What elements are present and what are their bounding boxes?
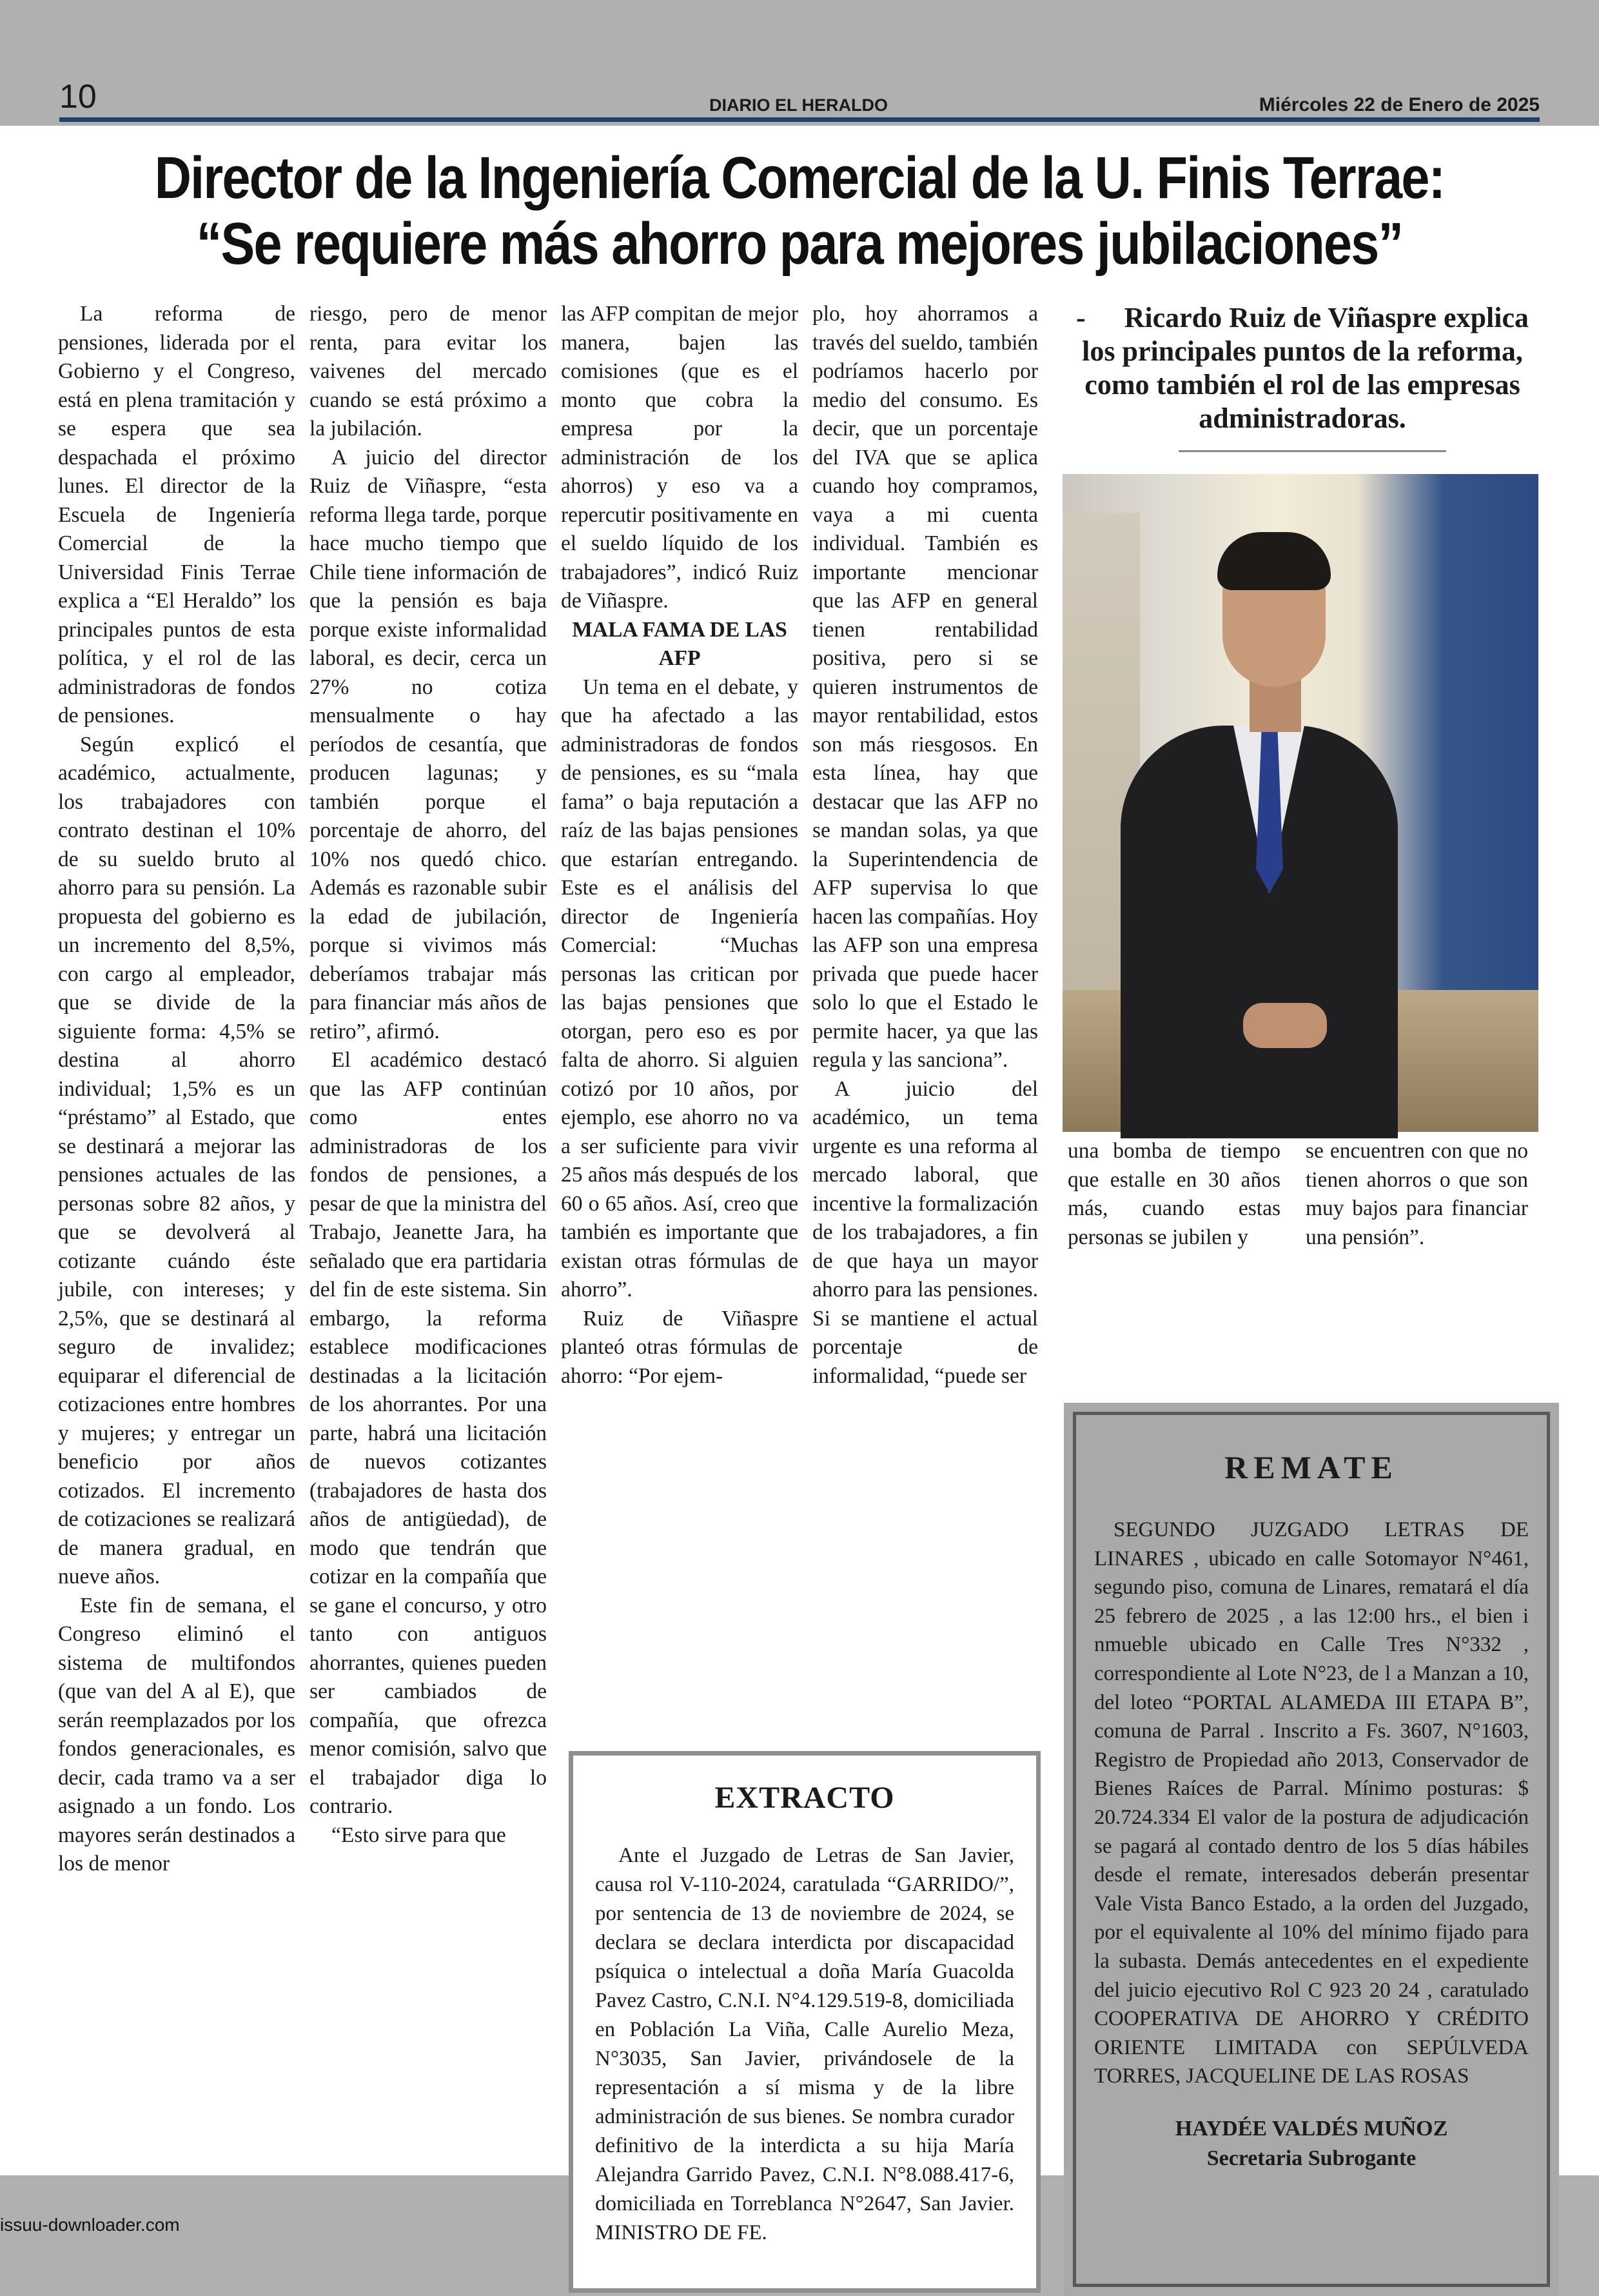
article-paragraph: Este fin de semana, el Congreso eliminó el sistema de multifondos (que van del A al E), que serán reemplazados por los fondos generacionales, es decir, cada tramo va a ser asignado a un fondo. Los mayores serán destinados a los de menor [58, 1593, 295, 1875]
pull-quote-text: Ricardo Ruiz de Viñaspre explica los principales puntos de la reforma, como también el rol de las empresas administradoras. [1082, 302, 1529, 434]
section-subhead: MALA FAMA DE LAS AFP [572, 617, 787, 670]
remate-signature-name: HAYDÉE VALDÉS MUÑOZ [1175, 2116, 1448, 2141]
article-continuation-2 [1306, 1137, 1528, 1252]
extracto-body: Ante el Juzgado de Letras de San Javier, causa rol V-110-2024, caratulada “GARRIDO/”, por sentencia de 13 de noviembre de 2024, se declara se declara interdicta por discapacidad psíquica o intelectual a doña María Guacolda Pavez Castro, C.N.I. N°4.129.519-8, domiciliada en Población La Viña, Calle Aurelio Meza, N°3035, San Javier, privándosele de la representación a sí misma y de la libre administración de sus bienes. Se nombra curador definitivo de la interdicta a su hija María Alejandra Garrido Pavez, C.N.I. N°8.088.417-6, domiciliada en Torreblanca N°2647, San Javier. MINISTRO DE FE. [595, 1844, 1014, 2244]
article-paragraph: A juicio del académico, un tema urgente es una reforma al mercado laboral, que incentive la formalización de los trabajadores, a fin de que haya un mayor ahorro para las pensiones. Si se mantiene el actual porcentaje de informalidad, “puede ser [812, 1076, 1038, 1388]
pull-quote [1064, 301, 1541, 435]
remate-signature [1094, 2114, 1529, 2173]
article-continuation-1 [1068, 1137, 1280, 1252]
watermark-link[interactable]: issuu-downloader.com [0, 2215, 180, 2235]
photo-hair [1217, 532, 1331, 590]
remate-body: SEGUNDO JUZGADO LETRAS DE LINARES , ubicado en calle Sotomayor N°461, segundo piso, comuna de Linares, rematará el día 25 febrero de 2025 , a las 12:00 hrs., el bien i nmueble ubicado en Calle Tres N°332 , correspondiente al Lote N°23, de l a Manzan a 10, del loteo “PORTAL ALAMEDA III ETAPA B”, comuna de Parral . Inscrito a Fs. 3607, N°1603, Registro de Propiedad año 2013, Conservador de Bienes Raíces de Parral. Mínimo posturas: $ 20.724.334 El valor de la postura de adjudicación se pagará al contado dentro de los 5 días hábiles desde el remate, interesados deberán presentar Vale Vista Banco Estado, a la orden del Juzgado, por el equivalente al 10% del mínimo fijado para la subasta. Demás antecedentes en el expediente del juicio ejecutivo Rol C 923 20 24 , caratulado COOPERATIVA DE AHORRO Y CRÉDITO ORIENTE LIMITADA con SEPÚLVEDA TORRES, JACQUELINE DE LAS ROSAS [1094, 1518, 1529, 2088]
article-paragraph: riesgo, pero de menor renta, para evitar los vaivenes del mercado cuando se está próximo a la jubilación. [309, 302, 547, 440]
article-paragraph: “Esto sirve para que [331, 1823, 506, 1847]
portrait-photo [1063, 474, 1538, 1132]
article-column-1 [58, 300, 295, 1879]
article-paragraph: plo, hoy ahorramos a través del sueldo, también podríamos hacerlo por medio del consumo. Es decir, que un porcentaje del IVA que se aplica cuando hoy compramos, vaya a mi cuenta individual. También es importante mencionar que las AFP en general tienen rentabilidad positiva, pero si se quieren instrumentos de mayor rentabilidad, estos son más riesgosos. En esta línea, hay que destacar que las AFP no se mandan solas, ya que la Superintendencia de AFP supervisa lo que hacen las compañías. Hoy las AFP son una empresa privada que puede hacer solo lo que el Estado le permite hacer, ya que las regula y las sanciona”. [812, 302, 1038, 1072]
remate-notice-frame [1073, 1412, 1550, 2287]
issue-date: Miércoles 22 de Enero de 2025 [1259, 94, 1540, 115]
article-column-2 [309, 300, 547, 1850]
article-paragraph: La reforma de pensiones, liderada por el Gobierno y el Congreso, está en plena tramitación y se espera que sea despachada el próximo lunes. El director de la Escuela de Ingeniería Comercial de la Universidad Finis Terrae explica a “El Heraldo” los principales puntos de esta política, y el rol de las administradoras de fondos de pensiones. [58, 302, 295, 727]
remate-signature-role: Secretaria Subrogante [1206, 2146, 1417, 2170]
header-rule [59, 117, 1540, 122]
pull-quote-rule [1179, 450, 1446, 452]
article-paragraph: Según explicó el académico, actualmente, los trabajadores con contrato destinan el 10% de su sueldo bruto al ahorro para su pensión. La propuesta del gobierno es un incremento del 8,5%, con cargo al empleador, que se divide de la siguiente forma: 4,5% se destina al ahorro individual; 1,5% es un “préstamo” al Estado, que se destinará a mejorar las pensiones actuales de las personas sobre 82 años, y que se devolverá al cotizante cuándo éste jubile, con intereses; y 2,5%, que se destinará al seguro de invalidez; equiparar el diferencial de cotizaciones entre hombres y mujeres; y entregar un beneficio por años cotizados. El incremento de cotizaciones se realizará de manera gradual, en nueve años. [58, 732, 295, 1588]
article-column-4 [812, 300, 1038, 1390]
page-number: 10 [59, 78, 97, 115]
article-paragraph: se encuentren con que no tienen ahorros o que son muy bajos para financiar una pensión”. [1306, 1139, 1528, 1249]
headline [145, 145, 1454, 277]
extracto-title: EXTRACTO [714, 1781, 895, 1815]
headline-line-1: Director de la Ingeniería Comercial de la U. Finis Terrae: [154, 145, 1445, 211]
article-paragraph: El académico destacó que las AFP continúan como entes administradoras de los fondos de pensiones, a pesar de que la ministra del Trabajo, Jeanette Jara, ha señalado que era partidaria del fin de este sistema. Sin embargo, la reforma establece modificaciones destinadas a la licitación de los ahorrantes. Por una parte, habrá una licitación de nuevos cotizantes (trabajadores de hasta dos años de antigüedad), de modo que tendrán que cotizar en la compañía que se gane el concurso, y otro tanto con antiguos ahorrantes, quienes pueden ser cambiados de compañía, que ofrezca menor comisión, salvo que el trabajador diga lo contrario. [309, 1048, 547, 1818]
newspaper-name: DIARIO EL HERALDO [709, 95, 888, 115]
headline-line-2: “Se requiere más ahorro para mejores jubilaciones” [196, 211, 1403, 277]
article-paragraph: Un tema en el debate, y que ha afectado a las administradoras de fondos de pensiones, es su “mala fama” o baja reputación a raíz de las bajas pensiones que estarían entregando. Este es el análisis del director de Ingeniería Comercial: “Muchas personas las critican por las bajas pensiones que otorgan, pero eso es por falta de ahorro. Si alguien cotizó por 10 años, por ejemplo, ese ahorro no va a ser suficiente para vivir 25 años más después de los 60 o 65 años. Así, creo que también es importante que existan otras fórmulas de ahorro”. [561, 675, 798, 1301]
pull-quote-dash: - [1075, 302, 1086, 333]
extracto-notice [569, 1751, 1041, 2293]
article-column-3 [561, 300, 798, 1390]
remate-title: REMATE [1224, 1449, 1398, 1485]
photo-hands [1243, 1003, 1327, 1048]
remate-notice [1064, 1403, 1559, 2296]
article-paragraph: A juicio del director Ruiz de Viñaspre, “esta reforma llega tarde, porque hace mucho tiempo que Chile tiene información de que la pensión es baja porque existe informalidad laboral, es decir, cerca un 27% no cotiza mensualmente o hay períodos de cesantía, que producen lagunas; y también porque el porcentaje de ahorro, del 10% nos quedó chico. Además es razonable subir la edad de jubilación, porque si vivimos más deberíamos trabajar más para financiar más años de retiro”, afirmó. [309, 445, 547, 1044]
article-paragraph: una bomba de tiempo que estalle en 30 años más, cuando estas personas se jubilen y [1068, 1139, 1280, 1249]
article-paragraph: las AFP compitan de mejor manera, bajen las comisiones (que es el monto que cobra la empresa por la administración de los ahorros) y eso va a repercutir positivamente en el sueldo líquido de los trabajadores”, indicó Ruiz de Viñaspre. [561, 302, 798, 613]
article-paragraph: Ruiz de Viñaspre planteó otras fórmulas de ahorro: “Por ejem- [561, 1306, 798, 1388]
